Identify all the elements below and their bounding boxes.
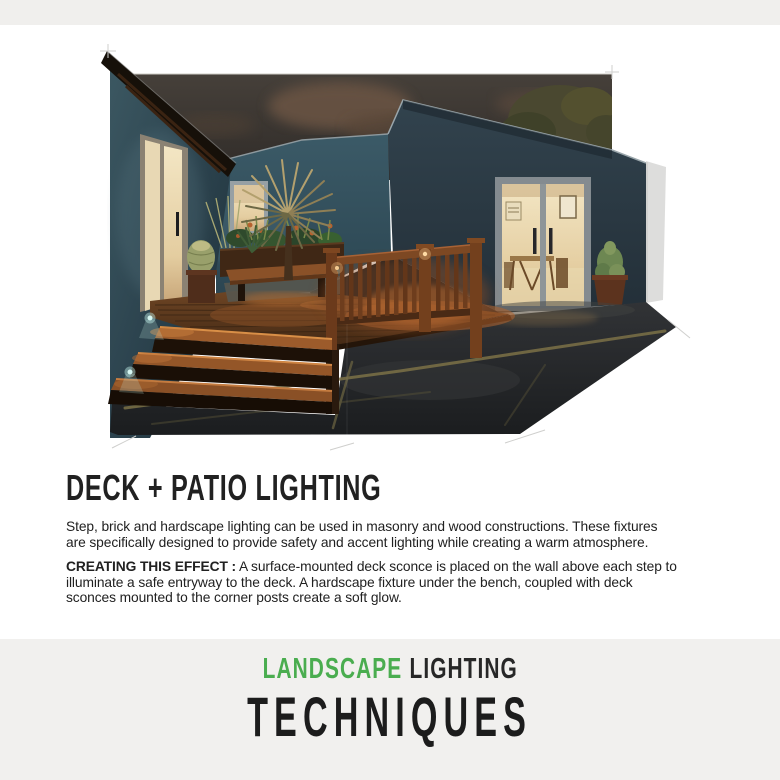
effect-line-1-text: A surface-mounted deck sconce is placed on the wall above each step to xyxy=(238,559,677,574)
wall-edge-band xyxy=(646,161,666,303)
intro-line-2: are specifically designed to provide safety and accent lighting while creating a warm atmosphere. xyxy=(66,534,649,550)
brand-line-1 xyxy=(262,655,517,684)
effect-line-1 xyxy=(66,559,756,575)
section-heading: DECK + PATIO LIGHTING xyxy=(66,467,382,508)
entry-door xyxy=(140,134,188,312)
copy-section xyxy=(66,467,756,606)
intro-line-1: Step, brick and hardscape lighting can be used in masonry and wood constructions. These fixtures xyxy=(66,519,658,534)
brand-footer xyxy=(0,639,780,780)
effect-lead: CREATING THIS EFFECT : xyxy=(66,559,236,574)
effect-line-3: sconces mounted to the corner posts create a soft glow. xyxy=(66,590,402,605)
intro-paragraph xyxy=(66,519,756,550)
effect-paragraph xyxy=(66,559,756,606)
french-doors xyxy=(495,177,591,311)
brand-word-landscape: LANDSCAPE xyxy=(262,653,403,685)
potted-cactus-left xyxy=(186,240,217,303)
brand-word-techniques: TECHNIQUES xyxy=(247,685,533,748)
brand-word-lighting: LIGHTING xyxy=(409,653,518,685)
effect-line-2: illuminate a safe entryway to the deck. A hardscape fixture under the bench, coupled with deck xyxy=(66,574,633,590)
